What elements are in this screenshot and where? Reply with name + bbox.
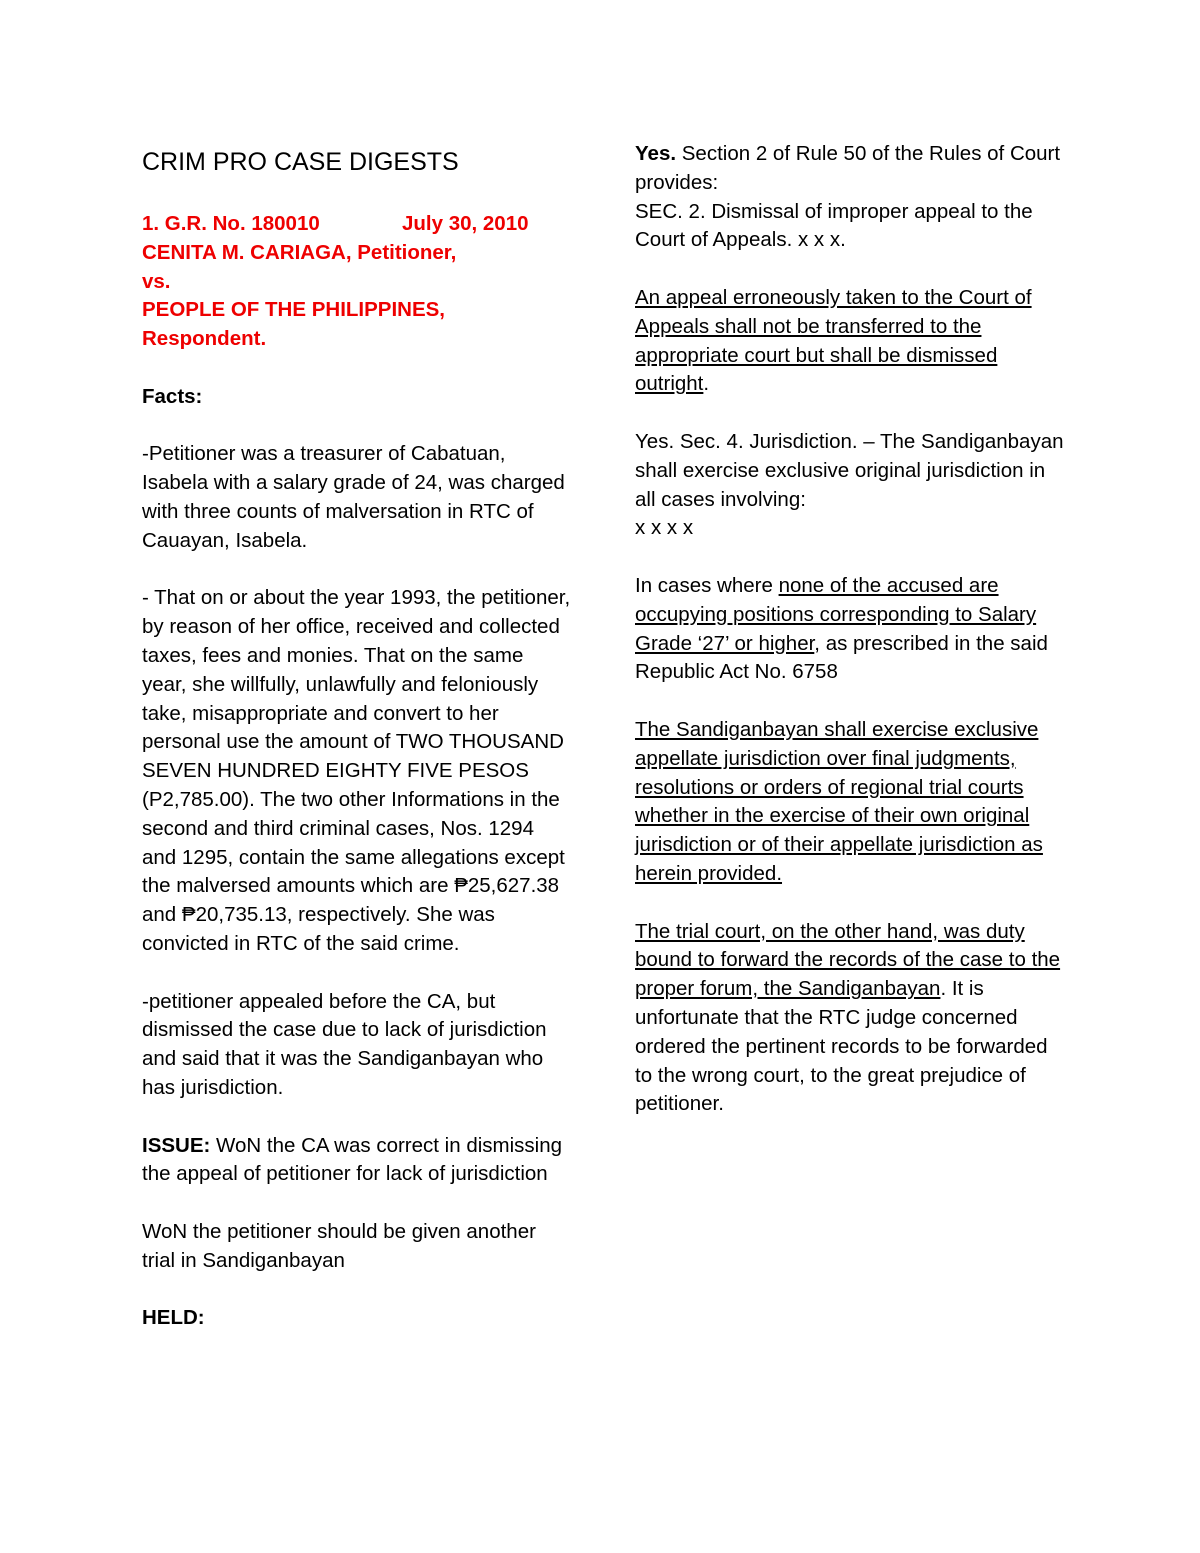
right-column	[635, 140, 1065, 1119]
rule-50-section-2: SEC. 2. Dismissal of improper appeal to the Court of Appeals. x x x.	[635, 199, 1033, 252]
case-number-line	[142, 210, 572, 239]
sec-4-jurisdiction: Yes. Sec. 4. Jurisdiction. – The Sandiganbayan shall exercise exclusive original jurisdiction in all cases involving:	[635, 429, 1064, 511]
left-column	[142, 140, 572, 1333]
rule-quote-underlined: An appeal erroneously taken to the Court of Appeals shall not be transferred to the appropriate court but shall be dismissed outright	[635, 285, 1032, 396]
appellate-jurisdiction-paragraph: The Sandiganbayan shall exercise exclusive appellate jurisdiction over final judgments, resolutions or orders of regional trial courts whether in the exercise of their own original jurisdiction or of their appellate jurisdiction as herein provided.	[635, 717, 1043, 885]
facts-paragraph-1: -Petitioner was a treasurer of Cabatuan, Isabela with a salary grade of 24, was charged with three counts of malversation in RTC of Cauayan, Isabela.	[142, 442, 565, 552]
salary-grade-end: , as prescribed in the said Republic Act No. 6758	[635, 631, 1048, 684]
salary-grade-underlined: none of the accused are occupying positions corresponding to Salary Grade ‘27’ or higher	[635, 573, 1037, 655]
issue-paragraph-1	[142, 1132, 572, 1190]
sec-4-omission: x x x x	[635, 516, 694, 540]
case-respondent: PEOPLE OF THE PHILIPPINES, Respondent.	[142, 298, 445, 351]
facts-paragraph-3: -petitioner appealed before the CA, but dismissed the case due to lack of jurisdiction and said that it was the Sandiganbayan who has jurisdiction.	[142, 989, 547, 1099]
case-date: July 30, 2010	[402, 212, 529, 235]
case-number: 1. G.R. No. 180010	[142, 212, 320, 235]
issue-text-1: WoN the CA was correct in dismissing the appeal of petitioner for lack of jurisdiction	[142, 1133, 563, 1186]
held-yes-1: Yes.	[635, 142, 677, 165]
case-petitioner: CENITA M. CARIAGA, Petitioner,	[142, 240, 457, 264]
held-text-1: Section 2 of Rule 50 of the Rules of Court provides:	[635, 142, 1061, 194]
salary-grade-intro: In cases where	[635, 573, 779, 597]
issue-paragraph-2: WoN the petitioner should be given another trial in Sandiganbayan	[142, 1219, 536, 1272]
held-heading: HELD:	[142, 1306, 205, 1330]
facts-paragraph-2: - That on or about the year 1993, the petitioner, by reason of her office, received and collected taxes, fees and monies. That on the same year, she willfully, unlawfully and feloniously take, misappropriate and convert to her personal use the amount of TWO THOUSAND SEVEN HUNDRED EIGHTY FIVE PESOS (P2,785.00). The two other Informations in the second and third criminal cases, Nos. 1294 and 1295, contain the same allegations except the malversed amounts which are ₱25,627.38 and ₱20,735.13, respectively. She was convicted in RTC of the said crime.	[142, 586, 571, 955]
case-vs: vs.	[142, 269, 171, 293]
salary-grade-paragraph	[635, 572, 1065, 687]
trial-court-paragraph	[635, 918, 1065, 1120]
issue-label: ISSUE:	[142, 1133, 211, 1157]
rule-quote-end: .	[703, 372, 710, 396]
held-paragraph-1	[635, 140, 1065, 198]
facts-heading: Facts:	[142, 384, 203, 408]
rule-quote	[635, 284, 1065, 399]
trial-court-underlined: The trial court, on the other hand, was duty bound to forward the records of the case to the proper forum, the Sandiganbayan	[635, 919, 1061, 1001]
trial-court-rest: . It is unfortunate that the RTC judge concerned ordered the pertinent records to be forwarded to the wrong court, to the great prejudice of petitioner.	[635, 977, 1048, 1116]
document-title: CRIM PRO CASE DIGESTS	[142, 148, 459, 176]
